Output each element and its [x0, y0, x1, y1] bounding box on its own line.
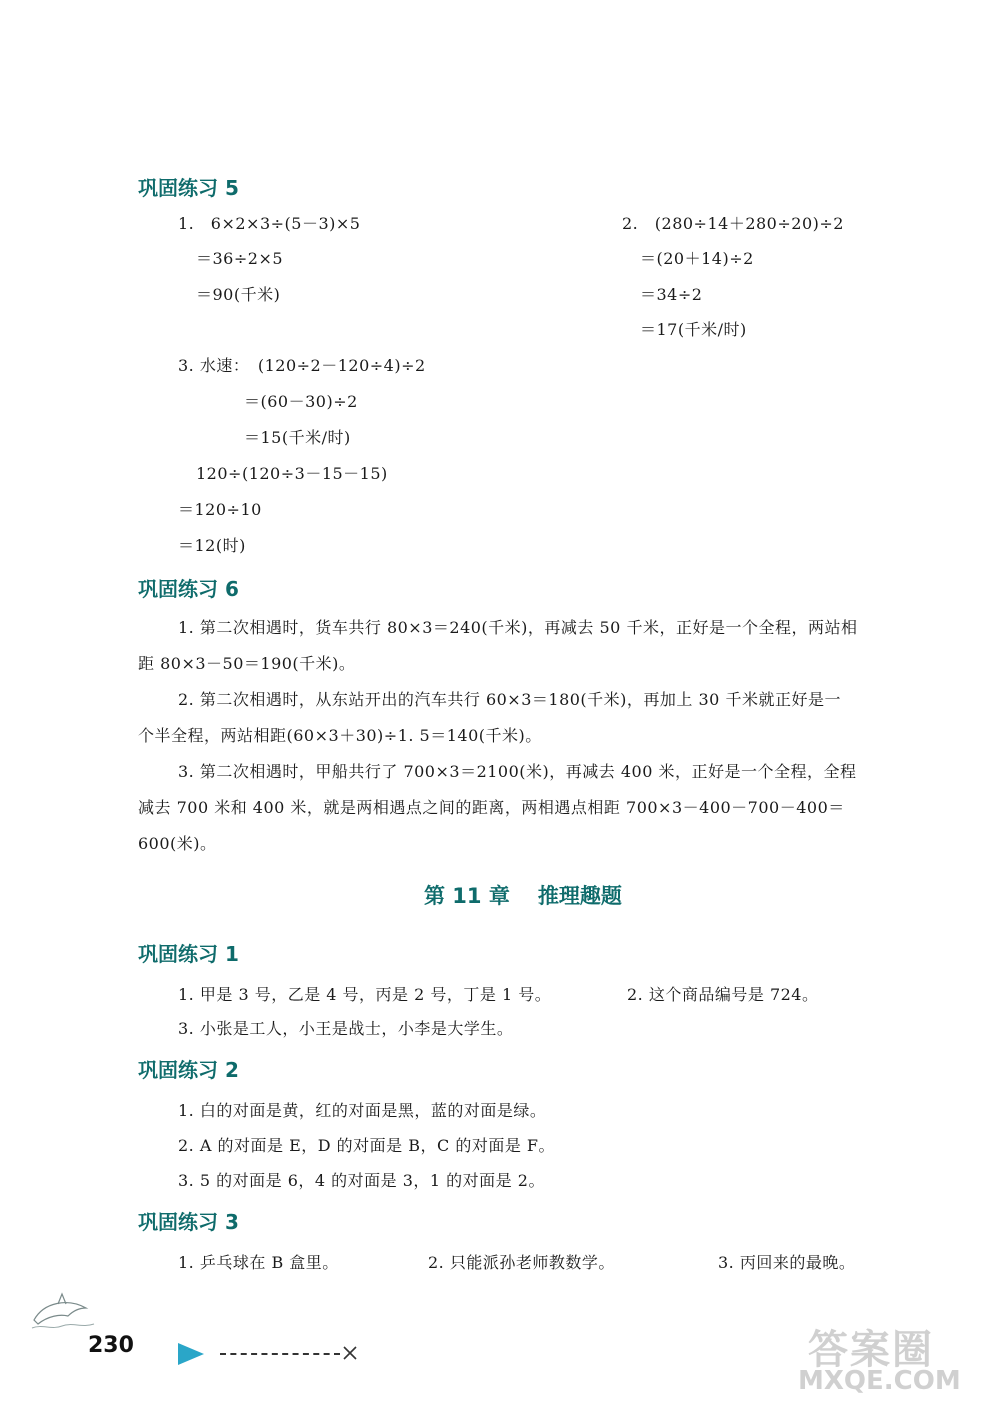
practice-3-answer-1: 1. 乒乓球在 B 盒里。: [178, 1253, 339, 1272]
q3-line-3: ＝15(千米/时): [244, 428, 351, 447]
q2-line-3: ＝34÷2: [640, 285, 703, 304]
practice-1-title: 巩固练习 1: [138, 942, 239, 966]
watermark-logo: 答案圈: [808, 1327, 934, 1373]
q1-line-2: ＝36÷2×5: [196, 249, 284, 268]
dolphin-icon: [28, 1290, 98, 1334]
q3-line-6: ＝12(时): [178, 536, 246, 555]
practice-2-answer-3: 3. 5 的对面是 6，4 的对面是 3，1 的对面是 2。: [178, 1171, 545, 1190]
practice-3-answer-2: 2. 只能派孙老师教数学。: [428, 1253, 615, 1272]
q2-line-4: ＝17(千米/时): [640, 320, 747, 339]
sec6-line-5: 3. 第二次相遇时，甲船共行了 700×3＝2100(米)，再减去 400 米，正好是一个全程，全程: [178, 762, 857, 781]
sec6-line-6: 减去 700 米和 400 米，就是两相遇点之间的距离，两相遇点相距 700×3－400－700－400＝: [138, 798, 845, 817]
section-title-6: 巩固练习 6: [138, 577, 239, 601]
practice-1-answer-3: 3. 小张是工人，小王是战士，小李是大学生。: [178, 1019, 514, 1038]
chapter-heading: [424, 880, 622, 910]
practice-1-answer-1: 1. 甲是 3 号，乙是 4 号，丙是 2 号，丁是 1 号。: [178, 985, 552, 1004]
q3-line-2: ＝(60－30)÷2: [244, 392, 358, 411]
sec6-line-3: 2. 第二次相遇时，从东站开出的汽车共行 60×3＝180(千米)，再加上 30 千米就正好是一: [178, 690, 841, 709]
sec6-line-2: 距 80×3－50＝190(千米)。: [138, 654, 356, 673]
practice-3-title: 巩固练习 3: [138, 1210, 239, 1234]
practice-1-answer-2: 2. 这个商品编号是 724。: [627, 985, 819, 1004]
q3-line-5: ＝120÷10: [178, 500, 262, 519]
practice-2-answer-2: 2. A 的对面是 E，D 的对面是 B，C 的对面是 F。: [178, 1136, 556, 1155]
q1-line-1: 1. 6×2×3÷(5－3)×5: [178, 214, 361, 233]
sec6-line-7: 600(米)。: [138, 834, 217, 853]
practice-2-title: 巩固练习 2: [138, 1058, 239, 1082]
page-number: 230: [88, 1333, 134, 1358]
q1-line-3: ＝90(千米): [196, 285, 281, 304]
scissors-icon: [341, 1344, 359, 1362]
chapter-number: 第 11 章: [424, 884, 510, 908]
watermark-url: MXQE.COM: [798, 1366, 961, 1396]
dash-line: [220, 1353, 340, 1357]
section-title-5: 巩固练习 5: [138, 176, 239, 200]
q3-line-4: 120÷(120÷3－15－15): [196, 464, 388, 483]
q3-line-1: 3. 水速： (120÷2－120÷4)÷2: [178, 356, 426, 375]
practice-2-answer-1: 1. 白的对面是黄，红的对面是黑，蓝的对面是绿。: [178, 1101, 547, 1120]
q2-line-1: 2. (280÷14＋280÷20)÷2: [622, 214, 844, 233]
chapter-name: 推理趣题: [537, 884, 622, 908]
q2-line-2: ＝(20＋14)÷2: [640, 249, 754, 268]
sec6-line-1: 1. 第二次相遇时，货车共行 80×3＝240(千米)，再减去 50 千米，正好是一个全程，两站相: [178, 618, 858, 637]
practice-3-answer-3: 3. 丙回来的最晚。: [718, 1253, 856, 1272]
arrow-icon: [176, 1341, 206, 1367]
sec6-line-4: 个半全程，两站相距(60×3＋30)÷1. 5＝140(千米)。: [138, 726, 542, 745]
